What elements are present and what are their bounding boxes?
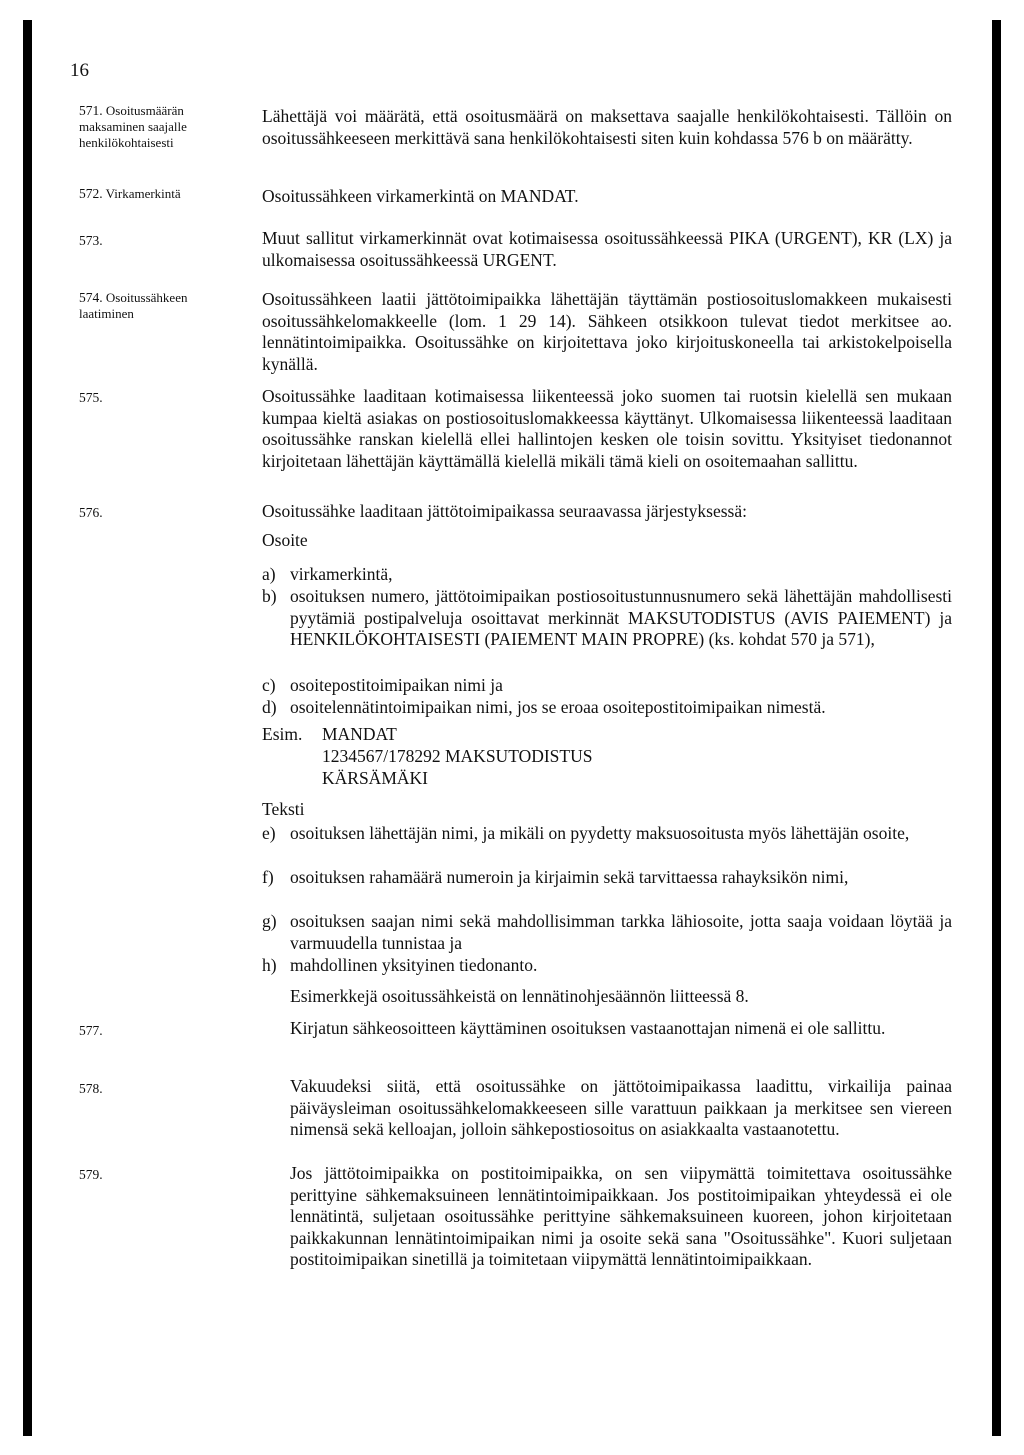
- section-number-573: 573.: [79, 233, 103, 248]
- scan-right-border: [992, 20, 1001, 1436]
- example-line-1: MANDAT: [322, 724, 397, 744]
- section-number-578: 578.: [79, 1081, 103, 1096]
- side-heading-571: [79, 103, 269, 151]
- address-item-label: d): [262, 697, 277, 717]
- section-number-575: 575.: [79, 390, 103, 405]
- paragraph-577: Kirjatun sähkeosoitteen käyttäminen osoituksen vastaanottajan nimenä ei ole sallittu.: [290, 1018, 886, 1038]
- text-item-f: [262, 867, 952, 889]
- section-number-574: 574.: [79, 290, 103, 305]
- address-item-label: a): [262, 564, 276, 584]
- text-item-h: [262, 955, 952, 977]
- side-heading-574-line2: laatiminen: [79, 306, 134, 321]
- address-item-d: [262, 697, 952, 719]
- side-heading-572: [79, 186, 269, 202]
- address-item-b: [262, 586, 952, 651]
- section-number-577: 577.: [79, 1023, 103, 1038]
- example-label: Esim.: [262, 724, 303, 744]
- text-item-g: [262, 911, 952, 954]
- address-item-text: osoitelennätintoimipaikan nimi, jos se eroaa osoitepostitoimipaikan nimestä.: [290, 697, 826, 717]
- text-item-text: osoituksen saajan nimi sekä mahdollisimman tarkka lähiosoite, jotta saaja voidaan löytää ja varmuudella tunnistaa ja: [290, 911, 952, 953]
- text-item-text: mahdollinen yksityinen tiedonanto.: [290, 955, 538, 975]
- address-item-text: osoitepostitoimipaikan nimi ja: [290, 675, 503, 695]
- address-heading: Osoite: [262, 530, 308, 550]
- text-item-text: osoituksen lähettäjän nimi, ja mikäli on pyydetty maksuosoitusta myös lähettäjän osoite,: [290, 823, 910, 843]
- text-item-label: f): [262, 867, 274, 887]
- example-line-2: 1234567/178292 MAKSUTODISTUS: [322, 746, 593, 766]
- address-item-text: osoituksen numero, jättötoimipaikan postiosoitustunnusnumero sekä lähettäjän mahdollisesti pyytämiä postipalveluja osoittavat merkinnät MAKSUTODISTUS (AVIS PAIEMENT) ja HENKILÖKOHTAISESTI (PAIEMENT MAIN PROPRE) (ks. kohdat 570 ja 571),: [290, 586, 952, 649]
- scan-left-border: [23, 20, 32, 1436]
- paragraph-578: Vakuudeksi siitä, että osoitussähke on jättötoimipaikassa laadittu, virkailija painaa päiväysleiman osoitussähkelomakkeeseen sille varattuun paikkaan ja merkitsee sen viereen nimensä sekä kelloajan, jolloin sähkepostiosoitus on asiakkaalta vastaanotettu.: [290, 1076, 952, 1139]
- address-item-a: [262, 564, 952, 586]
- page-number: 16: [70, 60, 89, 81]
- text-item-label: e): [262, 823, 276, 843]
- paragraph-571: Lähettäjä voi määrätä, että osoitusmäärä on maksettava saajalle henkilökohtaisesti. Tällöin on osoitussähkeeseen merkittävä sana henkilökohtaisesti siten kuin kohdassa 576 b on määrätty.: [262, 106, 952, 148]
- side-heading-571-line3: henkilökohtaisesti: [79, 135, 174, 150]
- address-item-text: virkamerkintä,: [290, 564, 393, 584]
- text-item-label: g): [262, 911, 277, 931]
- paragraph-573: Muut sallitut virkamerkinnät ovat kotimaisessa osoitussähkeessä PIKA (URGENT), KR (LX) ja ulkomaisessa osoitussähkeessä URGENT.: [262, 228, 952, 270]
- section-number-579: 579.: [79, 1167, 103, 1182]
- text-item-label: h): [262, 955, 277, 975]
- side-heading-571-line1: Osoitusmäärän: [105, 103, 184, 118]
- text-item-e: [262, 823, 952, 845]
- address-item-label: c): [262, 675, 276, 695]
- side-heading-574-line1: Osoitussähkeen: [105, 290, 188, 305]
- section-number-571: 571.: [79, 103, 103, 118]
- paragraph-575: Osoitussähke laaditaan kotimaisessa liikenteessä joko suomen tai ruotsin kielellä sen mukaan kumpaa kieltä asiakas on postiosoituslomakkeessa käyttänyt. Ulkomaisessa liikenteessä laaditaan osoitussähke ranskan kielellä ellei hallintojen kesken ole toisin sovittu. Yksityiset tiedonannot kirjoitetaan lähettäjän käyttämällä kielellä mikäli tämä kieli on osoitemaahan sallittu.: [262, 386, 952, 471]
- example-line-3: KÄRSÄMÄKI: [322, 768, 428, 788]
- side-heading-572-text: Virkamerkintä: [105, 186, 181, 201]
- address-item-label: b): [262, 586, 277, 606]
- examples-note: Esimerkkejä osoitussähkeistä on lennätinohjesäännön liitteessä 8.: [290, 986, 749, 1006]
- side-heading-574: [79, 290, 269, 322]
- side-heading-571-line2: maksaminen saajalle: [79, 119, 187, 134]
- paragraph-579: Jos jättötoimipaikka on postitoimipaikka, on sen viipymättä toimitettava osoitussähke perittyine sähkemaksuineen lennätintoimipaikkaan. Jos postitoimipaikan yhteydessä ei ole lennätintä, suljetaan osoitussähke perittyine sähkemaksuineen kuoreen, johon kirjoitetaan paikkakunnan lennätintoimipaikan nimi ja osoite sekä sana "Osoitussähke". Kuori suljetaan postitoimipaikan sinetillä ja toimitetaan viipymättä lennätintoimipaikkaan.: [290, 1163, 952, 1269]
- address-item-c: [262, 675, 952, 697]
- text-heading: Teksti: [262, 799, 305, 819]
- section-number-572: 572.: [79, 186, 103, 201]
- section-number-576: 576.: [79, 505, 103, 520]
- paragraph-574: Osoitussähkeen laatii jättötoimipaikka lähettäjän täyttämän postiosoituslomakkeen mukaisesti osoitussähkelomakkeelle (lom. 1 29 14). Sähkeen otsikkoon tulevat tiedot merkitsee ao. lennätintoimipaikka. Osoitussähke on kirjoitettava joko kirjoituskoneella tai arkistokelpoisella kynällä.: [262, 289, 952, 374]
- paragraph-576-intro: Osoitussähke laaditaan jättötoimipaikassa seuraavassa järjestyksessä:: [262, 501, 748, 521]
- paragraph-572: Osoitussähkeen virkamerkintä on MANDAT.: [262, 186, 579, 206]
- text-item-text: osoituksen rahamäärä numeroin ja kirjaimin sekä tarvittaessa rahayksikön nimi,: [290, 867, 849, 887]
